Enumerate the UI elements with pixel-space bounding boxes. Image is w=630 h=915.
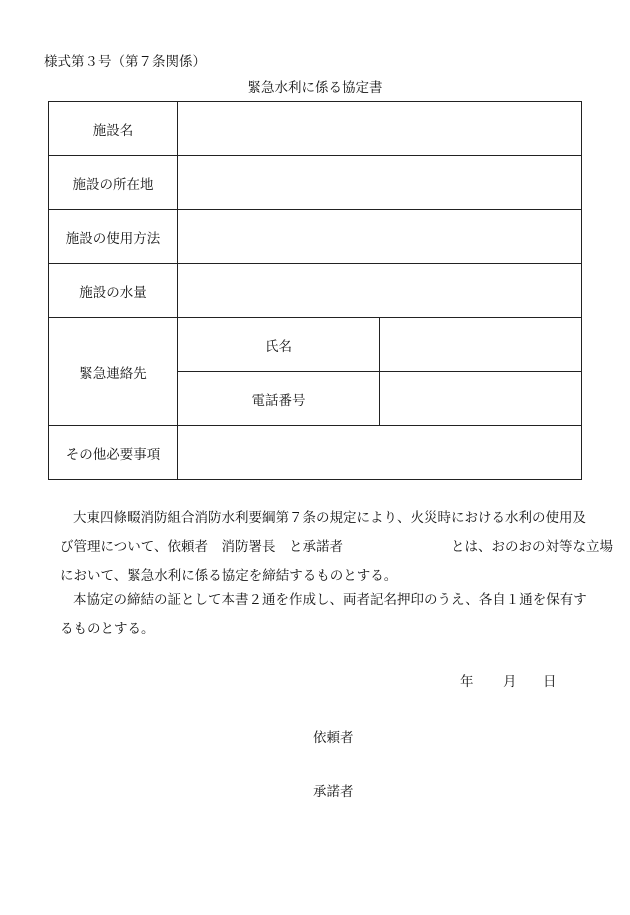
facility-water-volume-label: 施設の水量 [49, 264, 178, 318]
table-row [49, 102, 582, 156]
facility-usage-field[interactable] [178, 210, 582, 264]
facility-name-label: 施設名 [49, 102, 178, 156]
facility-water-volume-field[interactable] [178, 264, 582, 318]
other-notes-label: その他必要事項 [49, 426, 178, 480]
table-row [49, 210, 582, 264]
month-label: 月 [503, 674, 517, 690]
paragraph-line: 大東四條畷消防組合消防水利要綱第７条の規定により、火災時における水利の使用及 [73, 510, 586, 526]
table-row [49, 426, 582, 480]
emergency-contact-label: 緊急連絡先 [49, 318, 178, 426]
contact-name-field[interactable] [380, 318, 582, 372]
agreement-table [48, 101, 582, 480]
paragraph-line: において、緊急水利に係る協定を締結するものとする。 [60, 568, 398, 584]
facility-location-field[interactable] [178, 156, 582, 210]
contact-phone-field[interactable] [380, 372, 582, 426]
contact-phone-label: 電話番号 [178, 372, 380, 426]
table-row [49, 264, 582, 318]
document-title: 緊急水利に係る協定書 [247, 80, 383, 96]
agreement-paragraph-2 [60, 586, 592, 644]
acceptor-signature-label: 承諾者 [313, 784, 354, 800]
requester-signature-label: 依頼者 [313, 730, 354, 746]
paragraph-line: 本協定の締結の証として本書２通を作成し、両者記名押印のうえ、各自１通を保有す [73, 592, 587, 608]
facility-location-label: 施設の所在地 [49, 156, 178, 210]
facility-name-field[interactable] [178, 102, 582, 156]
agreement-paragraph-1 [60, 504, 613, 591]
paragraph-line: び管理について、依頼者 消防署長 と承諾者 とは、おのおの対等な立場 [60, 539, 613, 555]
table-row [49, 156, 582, 210]
day-label: 日 [543, 674, 557, 690]
paragraph-line: るものとする。 [60, 621, 155, 637]
contact-name-label: 氏名 [178, 318, 380, 372]
table-row [49, 318, 582, 372]
form-number: 様式第３号（第７条関係） [44, 54, 206, 70]
other-notes-field[interactable] [178, 426, 582, 480]
year-label: 年 [460, 674, 474, 690]
facility-usage-label: 施設の使用方法 [49, 210, 178, 264]
